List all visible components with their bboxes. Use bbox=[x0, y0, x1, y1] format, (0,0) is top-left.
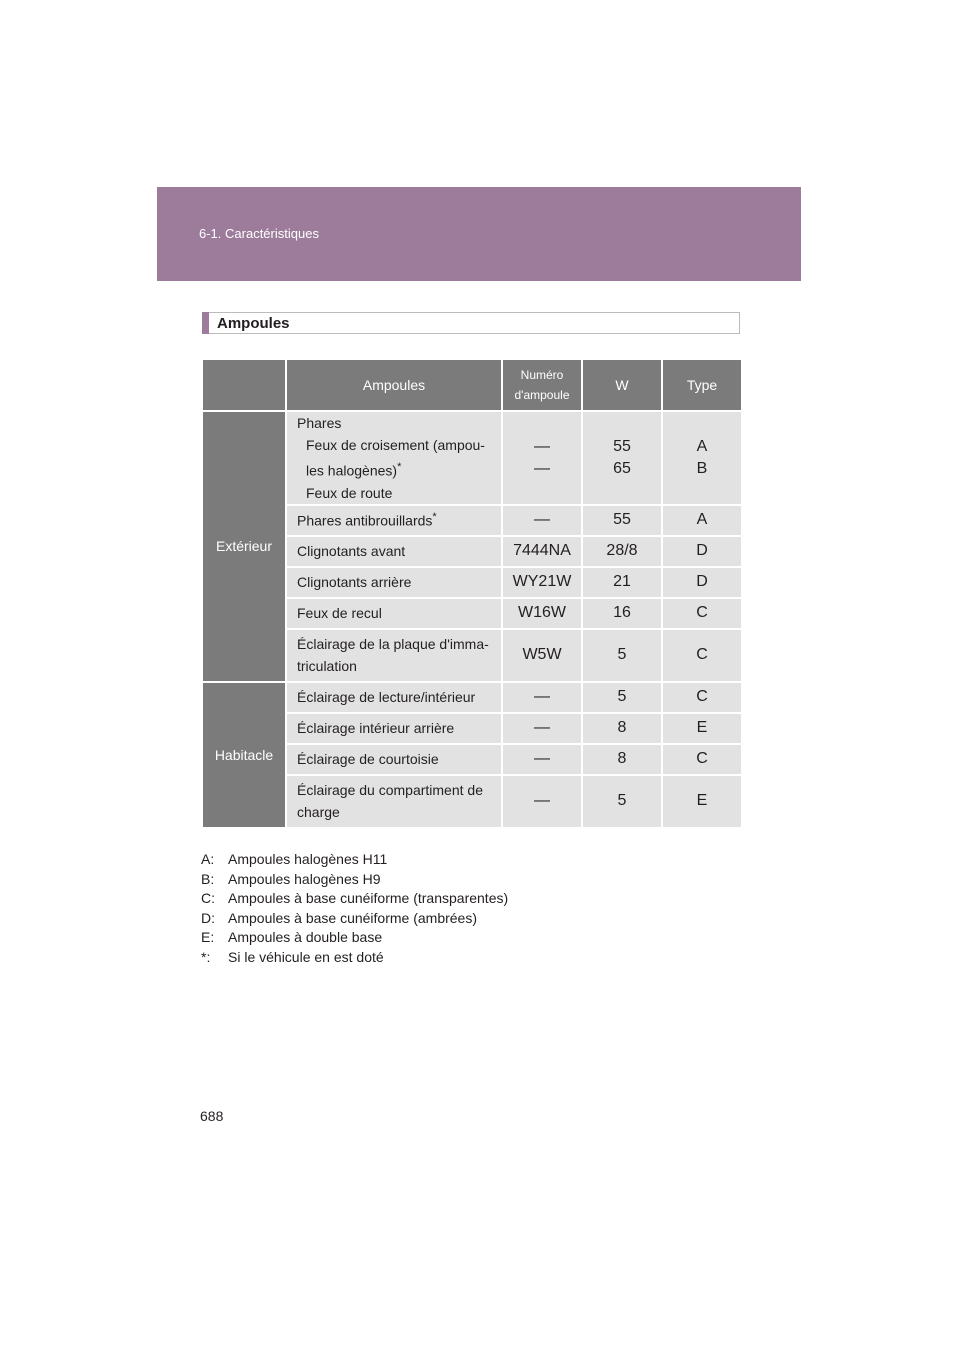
header-bulbs: Ampoules bbox=[286, 359, 502, 411]
legend-item: C: Ampoules à base cunéiforme (transparentes) bbox=[201, 890, 509, 906]
bulbs-table bbox=[201, 358, 743, 829]
row-type: D bbox=[662, 567, 742, 598]
row-type: C bbox=[662, 744, 742, 775]
header-type: Type bbox=[662, 359, 742, 411]
table-row bbox=[202, 682, 742, 713]
row-name-title: Phares bbox=[297, 415, 342, 431]
row-watts: 5 bbox=[582, 682, 662, 713]
row-number: WY21W bbox=[502, 567, 582, 598]
row-number: — bbox=[502, 713, 582, 744]
row-watts: 55 bbox=[582, 505, 662, 536]
row-type: C bbox=[662, 629, 742, 682]
row-type: A bbox=[662, 505, 742, 536]
legend-item: E: Ampoules à double base bbox=[201, 929, 383, 945]
legend-item: B: Ampoules halogènes H9 bbox=[201, 870, 381, 887]
row-name-line: les halogènes)* bbox=[306, 461, 402, 479]
row-name: Feux de recul bbox=[286, 598, 502, 629]
table-header-row bbox=[202, 359, 742, 411]
row-watts: 8 bbox=[582, 744, 662, 775]
header-band bbox=[157, 187, 801, 281]
row-type: C bbox=[662, 598, 742, 629]
table-row bbox=[202, 411, 742, 505]
row-name: Clignotants avant bbox=[286, 536, 502, 567]
legend-item: *: Si le véhicule en est doté bbox=[201, 948, 384, 965]
row-number: — — bbox=[502, 411, 582, 505]
row-number: — bbox=[502, 744, 582, 775]
row-watts: 5 bbox=[582, 629, 662, 682]
row-watts: 8 bbox=[582, 713, 662, 744]
page-number: 688 bbox=[200, 1108, 224, 1124]
row-name: Éclairage de la plaque d'imma- triculation bbox=[286, 629, 502, 682]
row-type: C bbox=[662, 682, 742, 713]
legend-item: A: Ampoules halogènes H11 bbox=[201, 851, 388, 867]
row-number: — bbox=[502, 505, 582, 536]
row-number: W16W bbox=[502, 598, 582, 629]
row-number: W5W bbox=[502, 629, 582, 682]
row-watts: 55 65 bbox=[582, 411, 662, 505]
header-number-line2: d'ampoule bbox=[514, 388, 570, 402]
row-watts: 16 bbox=[582, 598, 662, 629]
heading-accent-bar bbox=[202, 312, 209, 334]
row-type: A B bbox=[662, 411, 742, 505]
section-label: 6-1. Caractéristiques bbox=[199, 226, 319, 241]
footnote-star: * bbox=[397, 461, 402, 473]
group-exterior: Extérieur bbox=[202, 411, 286, 682]
row-number: — bbox=[502, 682, 582, 713]
footnote-star: * bbox=[432, 511, 437, 524]
header-watts: W bbox=[582, 359, 662, 411]
header-empty bbox=[202, 359, 286, 411]
legend-item: D: Ampoules à base cunéiforme (ambrées) bbox=[201, 909, 478, 926]
header-number-line1: Numéro bbox=[520, 368, 564, 382]
section-heading bbox=[202, 312, 740, 334]
row-name: Phares antibrouillards* bbox=[286, 505, 502, 536]
row-name: Éclairage intérieur arrière bbox=[286, 713, 502, 744]
row-name: Clignotants arrière bbox=[286, 567, 502, 598]
row-watts: 5 bbox=[582, 775, 662, 828]
row-name: Éclairage de lecture/intérieur bbox=[286, 682, 502, 713]
row-number: — bbox=[502, 775, 582, 828]
row-watts: 21 bbox=[582, 567, 662, 598]
row-type: E bbox=[662, 713, 742, 744]
row-type: E bbox=[662, 775, 742, 828]
row-type: D bbox=[662, 536, 742, 567]
row-name: Éclairage du compartiment de charge bbox=[286, 775, 502, 828]
row-number: 7444NA bbox=[502, 536, 582, 567]
row-name-line: Feux de route bbox=[306, 484, 393, 501]
row-name bbox=[286, 411, 502, 505]
legend-notes bbox=[201, 850, 508, 967]
row-watts: 28/8 bbox=[582, 536, 662, 567]
row-name: Éclairage de courtoisie bbox=[286, 744, 502, 775]
group-interior: Habitacle bbox=[202, 682, 286, 828]
row-name-line: Feux de croisement (ampou- bbox=[306, 437, 485, 453]
heading-title: Ampoules bbox=[217, 315, 290, 332]
header-bulb-number bbox=[502, 359, 582, 411]
